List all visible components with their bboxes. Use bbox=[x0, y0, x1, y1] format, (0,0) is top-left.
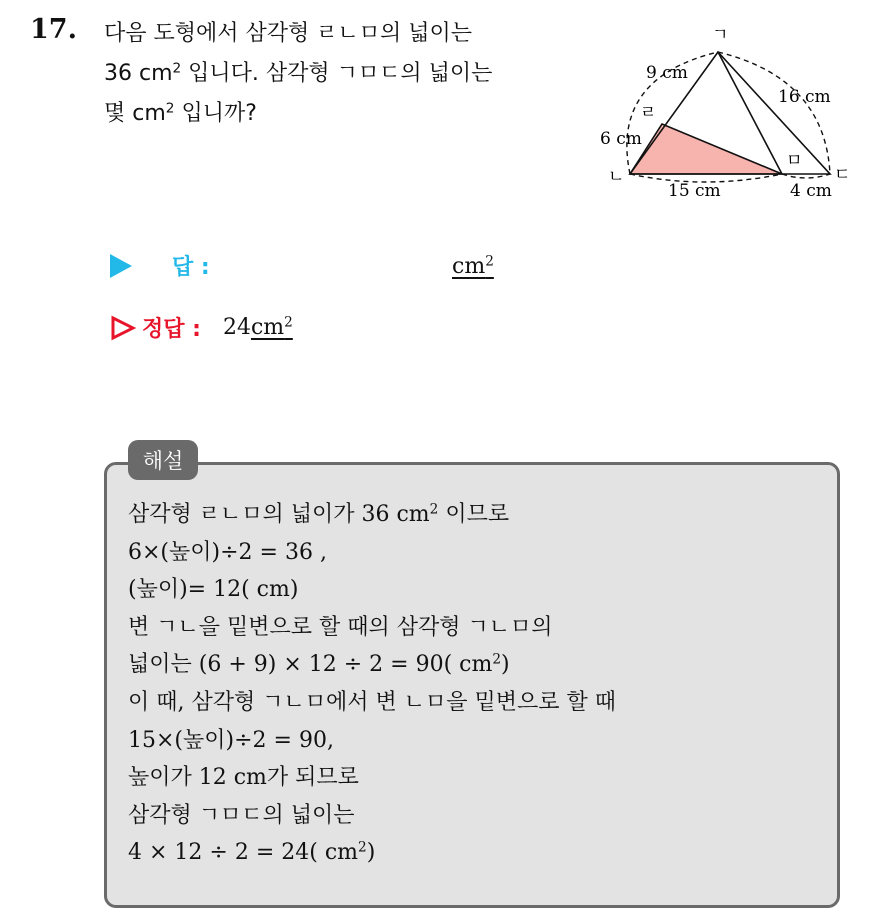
solution-line-10-post: ) bbox=[366, 840, 376, 866]
solution-line-5-post: ) bbox=[501, 652, 510, 678]
question-line-3-sup: 2 bbox=[165, 100, 175, 117]
question-line-2-pre: 36 cm bbox=[104, 61, 173, 86]
answer-arrow-icon bbox=[110, 254, 132, 278]
label-length-6cm: 6 cm bbox=[600, 129, 642, 149]
correct-value-number: 24 bbox=[222, 315, 251, 340]
question-line-2-sup: 2 bbox=[172, 60, 182, 77]
solution-line-4: 변 ㄱㄴ을 밑변으로 할 때의 삼각형 ㄱㄴㅁ의 bbox=[128, 614, 553, 640]
label-vertex-bottom-left: ㄴ bbox=[608, 167, 625, 187]
solution-line-7: 15×(높이)÷2 = 90, bbox=[128, 727, 334, 753]
solution-line-9: 삼각형 ㄱㅁㄷ의 넓이는 bbox=[128, 802, 355, 828]
solution-line-5-sup: 2 bbox=[492, 651, 502, 668]
solution-tab: 해설 bbox=[128, 440, 198, 480]
question-line-3-post: 입니까? bbox=[174, 101, 257, 126]
solution-line-3: (높이)= 12( cm) bbox=[128, 577, 299, 603]
solution-line-10 bbox=[128, 834, 828, 872]
question-line-3-pre: 몇 cm bbox=[104, 101, 166, 126]
label-vertex-bottom-mid: ㅁ bbox=[786, 151, 803, 171]
solution-line-10-pre: 4 × 12 ÷ 2 = 24( cm bbox=[128, 840, 359, 866]
question-line-3 bbox=[104, 94, 584, 134]
answer-blank-unit[interactable] bbox=[452, 254, 494, 279]
solution-text bbox=[128, 496, 828, 872]
solution-line-1-sup: 2 bbox=[429, 501, 439, 518]
label-vertex-bottom-right: ㄷ bbox=[834, 165, 851, 185]
solution-line-6: 이 때, 삼각형 ㄱㄴㅁ에서 변 ㄴㅁ을 밑변으로 할 때 bbox=[128, 689, 616, 715]
question-number: 17. bbox=[30, 14, 77, 45]
solution-line-5-pre: 넓이는 (6 + 9) × 12 ÷ 2 = 90( cm bbox=[128, 652, 493, 678]
answer-unit: cm bbox=[452, 254, 486, 279]
correct-unit-sup: 2 bbox=[284, 314, 293, 331]
solution-line-10-sup: 2 bbox=[358, 839, 367, 856]
label-length-16cm: 16 cm bbox=[778, 87, 831, 107]
label-length-15cm: 15 cm bbox=[668, 181, 721, 201]
label-length-4cm: 4 cm bbox=[790, 181, 832, 201]
answer-unit-sup: 2 bbox=[485, 253, 494, 270]
question-text bbox=[104, 14, 584, 134]
correct-answer-value bbox=[223, 315, 293, 340]
solution-line-5 bbox=[128, 646, 828, 684]
solution-line-1-post: 이므로 bbox=[438, 502, 510, 527]
correct-answer-label: 정답 : bbox=[142, 317, 201, 342]
solution-line-1-pre: 삼각형 ㄹㄴㅁ의 넓이가 36 cm bbox=[128, 502, 430, 527]
question-line-2 bbox=[104, 54, 584, 94]
triangle-figure bbox=[590, 18, 860, 213]
question-line-1: 다음 도형에서 삼각형 ㄹㄴㅁ의 넓이는 bbox=[104, 21, 473, 46]
question-line-2-post: 입니다. 삼각형 ㄱㅁㄷ의 넓이는 bbox=[181, 61, 493, 86]
solution-line-1 bbox=[128, 496, 828, 534]
correct-unit-text: cm bbox=[250, 315, 285, 340]
solution-line-2: 6×(높이)÷2 = 36 , bbox=[128, 539, 327, 565]
correct-arrow-icon bbox=[110, 315, 136, 341]
label-vertex-left-mid: ㄹ bbox=[640, 103, 657, 123]
answer-label: 답 : bbox=[172, 255, 210, 280]
label-length-9cm: 9 cm bbox=[646, 63, 688, 83]
solution-line-8: 높이가 12 cm가 되므로 bbox=[128, 765, 359, 791]
answer-row bbox=[110, 250, 210, 281]
correct-value-unit bbox=[251, 315, 293, 340]
correct-answer-row bbox=[110, 312, 293, 343]
label-vertex-top: ㄱ bbox=[712, 25, 729, 45]
